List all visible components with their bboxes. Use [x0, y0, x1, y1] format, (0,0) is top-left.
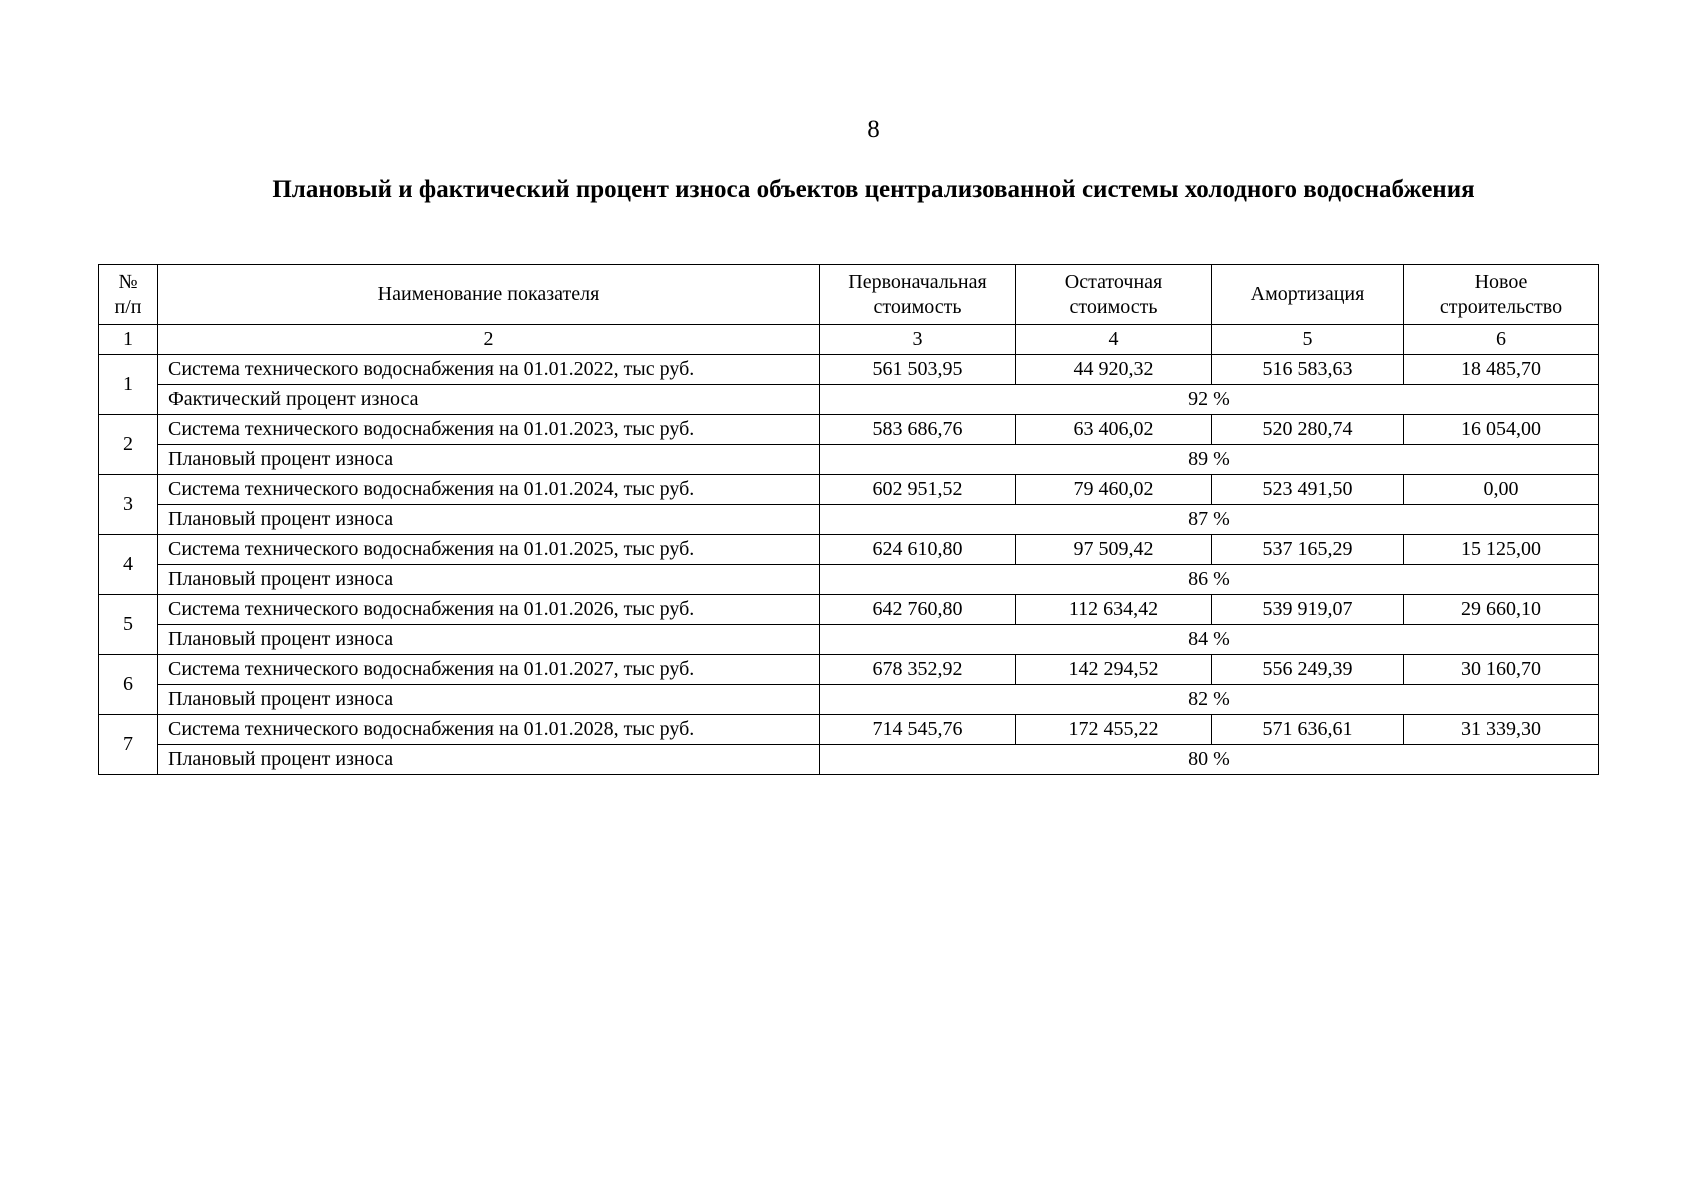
wear-row	[99, 385, 1599, 415]
column-number: 2	[158, 325, 820, 355]
row-number: 1	[99, 355, 158, 415]
column-number: 3	[820, 325, 1016, 355]
wear-label: Плановый процент износа	[158, 565, 820, 595]
header-new-construction	[1404, 265, 1599, 325]
depreciation-cell: 523 491,50	[1212, 475, 1404, 505]
wear-row	[99, 745, 1599, 775]
table-row	[99, 535, 1599, 565]
wear-row	[99, 625, 1599, 655]
initial-cost-cell: 561 503,95	[820, 355, 1016, 385]
row-number: 3	[99, 475, 158, 535]
column-number: 5	[1212, 325, 1404, 355]
wear-value: 86 %	[820, 565, 1599, 595]
header-new-construction-line2: строительство	[1439, 295, 1563, 318]
header-initial-cost-line1: Первоначальная	[848, 270, 987, 293]
initial-cost-cell: 602 951,52	[820, 475, 1016, 505]
row-number: 6	[99, 655, 158, 715]
table-row	[99, 415, 1599, 445]
wear-label: Плановый процент износа	[158, 505, 820, 535]
new-construction-cell: 31 339,30	[1404, 715, 1599, 745]
residual-cost-cell: 112 634,42	[1016, 595, 1212, 625]
wear-table	[98, 264, 1599, 775]
header-residual-cost-line2: стоимость	[1069, 295, 1158, 318]
new-construction-cell: 15 125,00	[1404, 535, 1599, 565]
wear-value: 89 %	[820, 445, 1599, 475]
row-number: 7	[99, 715, 158, 775]
new-construction-cell: 0,00	[1404, 475, 1599, 505]
row-name: Система технического водоснабжения на 01.01.2026, тыс руб.	[158, 595, 820, 625]
depreciation-cell: 520 280,74	[1212, 415, 1404, 445]
table-row	[99, 715, 1599, 745]
initial-cost-cell: 678 352,92	[820, 655, 1016, 685]
row-number: 4	[99, 535, 158, 595]
header-new-construction-line1: Новое	[1474, 270, 1528, 293]
wear-value: 87 %	[820, 505, 1599, 535]
table-row	[99, 475, 1599, 505]
depreciation-cell: 516 583,63	[1212, 355, 1404, 385]
wear-label: Фактический процент износа	[158, 385, 820, 415]
table-row	[99, 655, 1599, 685]
new-construction-cell: 29 660,10	[1404, 595, 1599, 625]
residual-cost-cell: 63 406,02	[1016, 415, 1212, 445]
header-depreciation: Амортизация	[1212, 265, 1404, 325]
initial-cost-cell: 642 760,80	[820, 595, 1016, 625]
header-residual-cost-line1: Остаточная	[1064, 270, 1163, 293]
column-number-row	[99, 325, 1599, 355]
wear-value: 82 %	[820, 685, 1599, 715]
header-initial-cost-line2: стоимость	[873, 295, 962, 318]
page-number: 8	[867, 116, 880, 143]
wear-label: Плановый процент износа	[158, 625, 820, 655]
residual-cost-cell: 44 920,32	[1016, 355, 1212, 385]
row-name: Система технического водоснабжения на 01.01.2024, тыс руб.	[158, 475, 820, 505]
header-row	[99, 265, 1599, 325]
wear-value: 92 %	[820, 385, 1599, 415]
row-number: 5	[99, 595, 158, 655]
table-row	[99, 355, 1599, 385]
header-initial-cost	[820, 265, 1016, 325]
initial-cost-cell: 583 686,76	[820, 415, 1016, 445]
new-construction-cell: 30 160,70	[1404, 655, 1599, 685]
row-name: Система технического водоснабжения на 01.01.2022, тыс руб.	[158, 355, 820, 385]
row-name: Система технического водоснабжения на 01.01.2025, тыс руб.	[158, 535, 820, 565]
initial-cost-cell: 624 610,80	[820, 535, 1016, 565]
depreciation-cell: 537 165,29	[1212, 535, 1404, 565]
depreciation-cell: 556 249,39	[1212, 655, 1404, 685]
residual-cost-cell: 142 294,52	[1016, 655, 1212, 685]
row-number: 2	[99, 415, 158, 475]
initial-cost-cell: 714 545,76	[820, 715, 1016, 745]
depreciation-cell: 539 919,07	[1212, 595, 1404, 625]
wear-row	[99, 565, 1599, 595]
header-residual-cost	[1016, 265, 1212, 325]
residual-cost-cell: 172 455,22	[1016, 715, 1212, 745]
residual-cost-cell: 97 509,42	[1016, 535, 1212, 565]
header-num-line2: п/п	[114, 295, 142, 318]
row-name: Система технического водоснабжения на 01.01.2023, тыс руб.	[158, 415, 820, 445]
new-construction-cell: 16 054,00	[1404, 415, 1599, 445]
column-number: 4	[1016, 325, 1212, 355]
wear-label: Плановый процент износа	[158, 745, 820, 775]
wear-label: Плановый процент износа	[158, 445, 820, 475]
wear-label: Плановый процент износа	[158, 685, 820, 715]
header-num	[99, 265, 158, 325]
table-row	[99, 595, 1599, 625]
header-name: Наименование показателя	[158, 265, 820, 325]
column-number: 6	[1404, 325, 1599, 355]
document-title: Плановый и фактический процент износа объектов централизованной системы холодного водоснабжения	[272, 176, 1475, 203]
column-number: 1	[99, 325, 158, 355]
wear-row	[99, 505, 1599, 535]
wear-value: 80 %	[820, 745, 1599, 775]
row-name: Система технического водоснабжения на 01.01.2027, тыс руб.	[158, 655, 820, 685]
row-name: Система технического водоснабжения на 01.01.2028, тыс руб.	[158, 715, 820, 745]
new-construction-cell: 18 485,70	[1404, 355, 1599, 385]
residual-cost-cell: 79 460,02	[1016, 475, 1212, 505]
header-num-line1: №	[118, 270, 138, 293]
wear-row	[99, 445, 1599, 475]
wear-row	[99, 685, 1599, 715]
wear-value: 84 %	[820, 625, 1599, 655]
depreciation-cell: 571 636,61	[1212, 715, 1404, 745]
